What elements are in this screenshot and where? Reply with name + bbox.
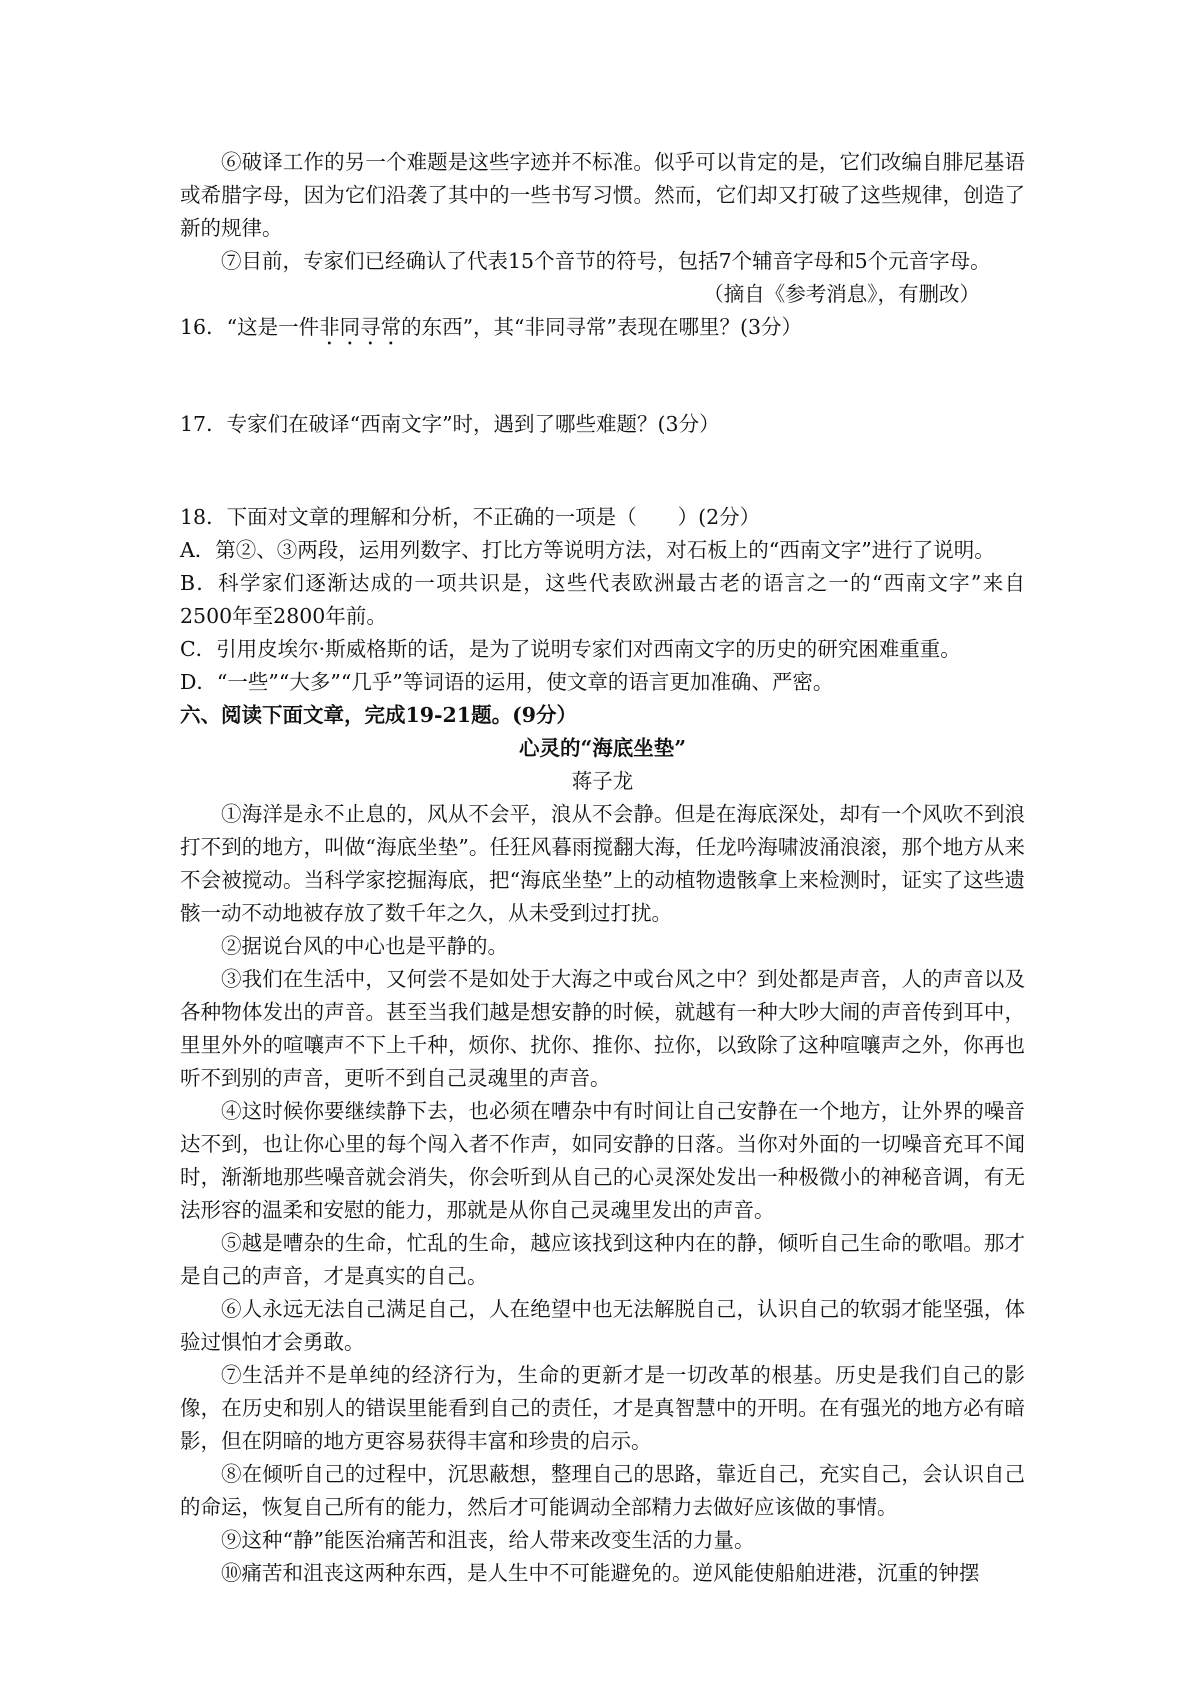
passage-paragraph-6: ⑥破译工作的另一个难题是这些字迹并不标准。似乎可以肯定的是，它们改编自腓尼基语或希腊字母，因为它们沿袭了其中的一些书写习惯。然而，它们却又打破了这些规律，创造了新的规律。 <box>180 150 1025 240</box>
question-18-option-d: D．“一些”“大多”“几乎”等词语的运用，使文章的语言更加准确、严密。 <box>180 670 834 694</box>
passage-source: （摘自《参考消息》，有删改） <box>703 282 980 306</box>
article-author: 蒋子龙 <box>571 769 634 793</box>
question-17: 17．专家们在破译“西南文字”时，遇到了哪些难题？(3分） <box>180 412 720 436</box>
question-16-text-before: 16．“这是一件 <box>180 315 320 339</box>
question-16-text-after: 的东西”，其“非同寻常”表现在哪里？(3分） <box>401 315 803 339</box>
article-paragraph-5: ⑤越是嘈杂的生命，忙乱的生命，越应该找到这种内在的静，倾听自己生命的歌唱。那才是自己的声音，才是真实的自己。 <box>180 1231 1025 1288</box>
question-18-option-a: A．第②、③两段，运用列数字、打比方等说明方法，对石板上的“西南文字”进行了说明。 <box>180 538 995 562</box>
document-page <box>180 146 1025 1590</box>
answer-space-17 <box>180 441 1025 501</box>
article-paragraph-7: ⑦生活并不是单纯的经济行为，生命的更新才是一切改革的根基。历史是我们自己的影像，在历史和别人的错误里能看到自己的责任，才是真智慧中的开明。在有强光的地方必有暗影，但在阴暗的地方更容易获得丰富和珍贵的启示。 <box>180 1363 1025 1453</box>
article-paragraph-1: ①海洋是永不止息的，风从不会平，浪从不会静。但是在海底深处，却有一个风吹不到浪打不到的地方，叫做“海底坐垫”。任狂风暮雨搅翻大海，任龙吟海啸波涌浪滚，那个地方从来不会被搅动。当科学家挖掘海底，把“海底坐垫”上的动植物遗骸拿上来检测时，证实了这些遗骸一动不动地被存放了数千年之久，从未受到过打扰。 <box>180 802 1025 925</box>
passage-paragraph-7: ⑦目前，专家们已经确认了代表15个音节的符号，包括7个辅音字母和5个元音字母。 <box>221 249 991 273</box>
question-16-emphasized-phrase: 非同寻常 <box>319 315 402 339</box>
article-paragraph-8: ⑧在倾听自己的过程中，沉思蔽想，整理自己的思路，靠近自己，充实自己，会认识自己的命运，恢复自己所有的能力，然后才可能调动全部精力去做好应该做的事情。 <box>180 1462 1025 1519</box>
article-paragraph-4: ④这时候你要继续静下去，也必须在嘈杂中有时间让自己安静在一个地方，让外界的噪音达不到，也让你心里的每个闯入者不作声，如同安静的日落。当你对外面的一切噪音充耳不闻时，渐渐地那些噪音就会消失，你会听到从自己的心灵深处发出一种极微小的神秘音调，有无法形容的温柔和安慰的能力，那就是从你自己灵魂里发出的声音。 <box>180 1099 1025 1222</box>
article-title: 心灵的“海底坐垫” <box>518 736 687 760</box>
section-heading: 六、阅读下面文章，完成19-21题。(9分） <box>180 703 578 727</box>
article-paragraph-9: ⑨这种“静”能医治痛苦和沮丧，给人带来改变生活的力量。 <box>221 1528 755 1552</box>
question-18: 18．下面对文章的理解和分析，不正确的一项是（ ）(2分） <box>180 505 761 529</box>
article-paragraph-3: ③我们在生活中，又何尝不是如处于大海之中或台风之中？到处都是声音，人的声音以及各种物体发出的声音。甚至当我们越是想安静的时候，就越有一种大吵大闹的声音传到耳中，里里外外的喧嚷声不下上千种，烦你、扰你、推你、拉你，以致除了这种喧嚷声之外，你再也听不到别的声音，更听不到自己灵魂里的声音。 <box>180 967 1025 1090</box>
question-18-option-c: C．引用皮埃尔·斯威格斯的话，是为了说明专家们对西南文字的历史的研究困难重重。 <box>180 637 961 661</box>
answer-space-16 <box>180 350 1025 408</box>
article-paragraph-10: ⑩痛苦和沮丧这两种东西，是人生中不可能避免的。逆风能使船舶进港，沉重的钟摆 <box>221 1561 980 1585</box>
article-paragraph-2: ②据说台风的中心也是平静的。 <box>221 934 508 958</box>
question-18-option-b: B．科学家们逐渐达成的一项共识是，这些代表欧洲最古老的语言之一的“西南文字”来自2500年至2800年前。 <box>180 571 1025 628</box>
question-16 <box>180 311 1025 350</box>
article-paragraph-6: ⑥人永远无法自己满足自己，人在绝望中也无法解脱自己，认识自己的软弱才能坚强，体验过惧怕才会勇敢。 <box>180 1297 1025 1354</box>
